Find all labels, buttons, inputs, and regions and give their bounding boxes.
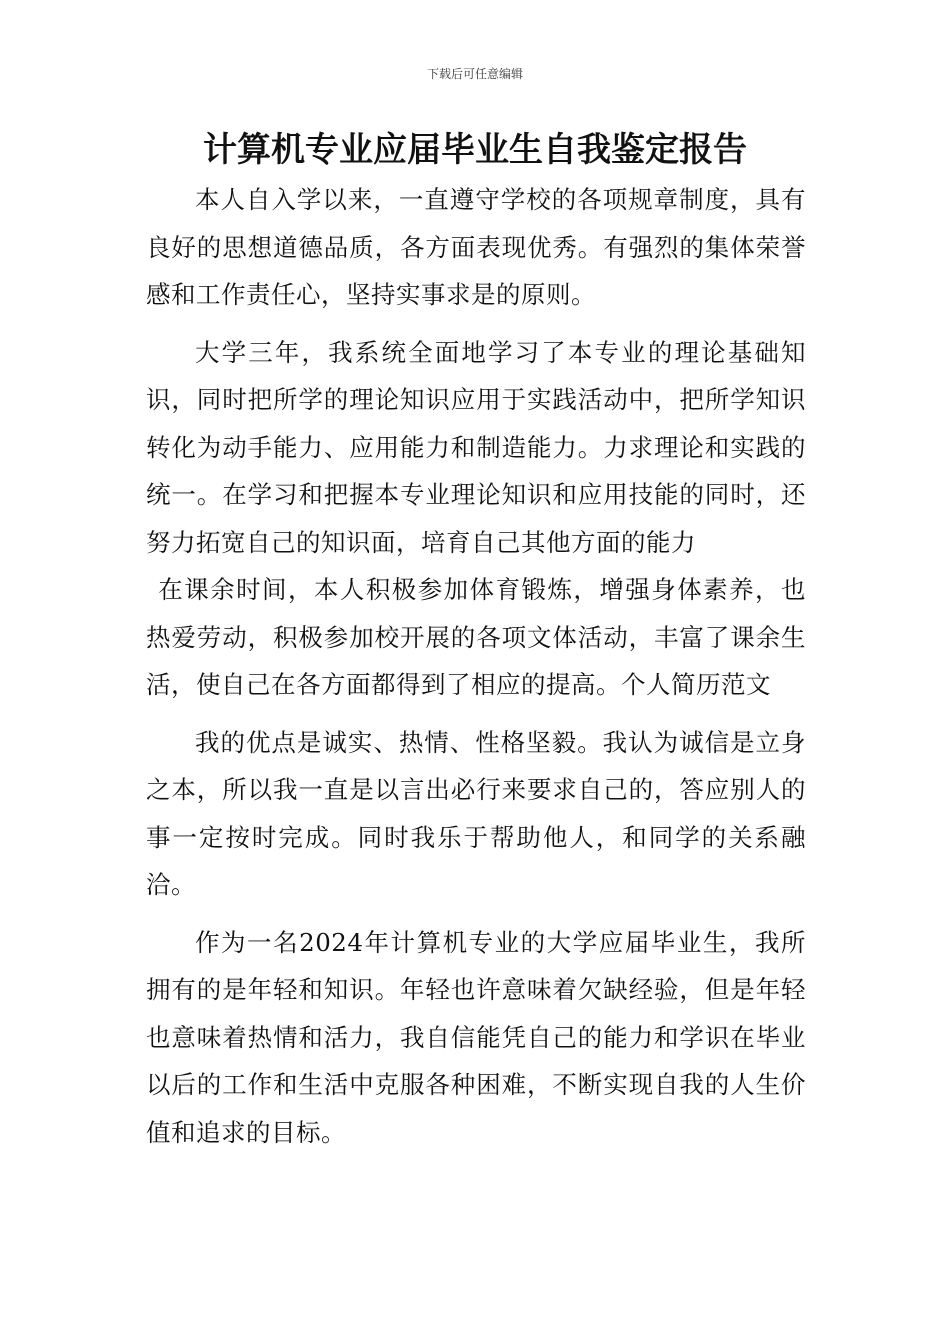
header-note: 下载后可任意编辑 [426,67,523,81]
paragraph-activities: 在课余时间，本人积极参加体育锻炼，增强身体素养，也热爱劳动，积极参加校开展的各项文体活动，丰富了课余生活，使自己在各方面都得到了相应的提高。个人简历范文 [146,575,806,699]
paragraph-outlook: 作为一名2024年计算机专业的大学应届毕业生，我所拥有的是年轻和知识。年轻也许意味着欠缺经验，但是年轻也意味着热情和活力，我自信能凭自己的能力和学识在毕业以后的工作和生活中克服各种困难，不断实现自我的人生价值和追求的目标。 [146,927,806,1147]
document-title: 计算机专业应届毕业生自我鉴定报告 [203,130,747,170]
paragraph-study: 大学三年，我系统全面地学习了本专业的理论基础知识，同时把所学的理论知识应用于实践活动中，把所学知识转化为动手能力、应用能力和制造能力。力求理论和实践的统一。在学习和把握本专业理论知识和应用技能的同时，还努力拓宽自己的知识面，培育自己其他方面的能力 [146,337,806,557]
paragraph-intro: 本人自入学以来，一直遵守学校的各项规章制度，具有良好的思想道德品质，各方面表现优秀。有强烈的集体荣誉感和工作责任心，坚持实事求是的原则。 [146,185,806,309]
document-body [146,176,806,1156]
paragraph-strengths: 我的优点是诚实、热情、性格坚毅。我认为诚信是立身之本，所以我一直是以言出必行来要求自己的，答应别人的事一定按时完成。同时我乐于帮助他人，和同学的关系融洽。 [146,727,806,899]
